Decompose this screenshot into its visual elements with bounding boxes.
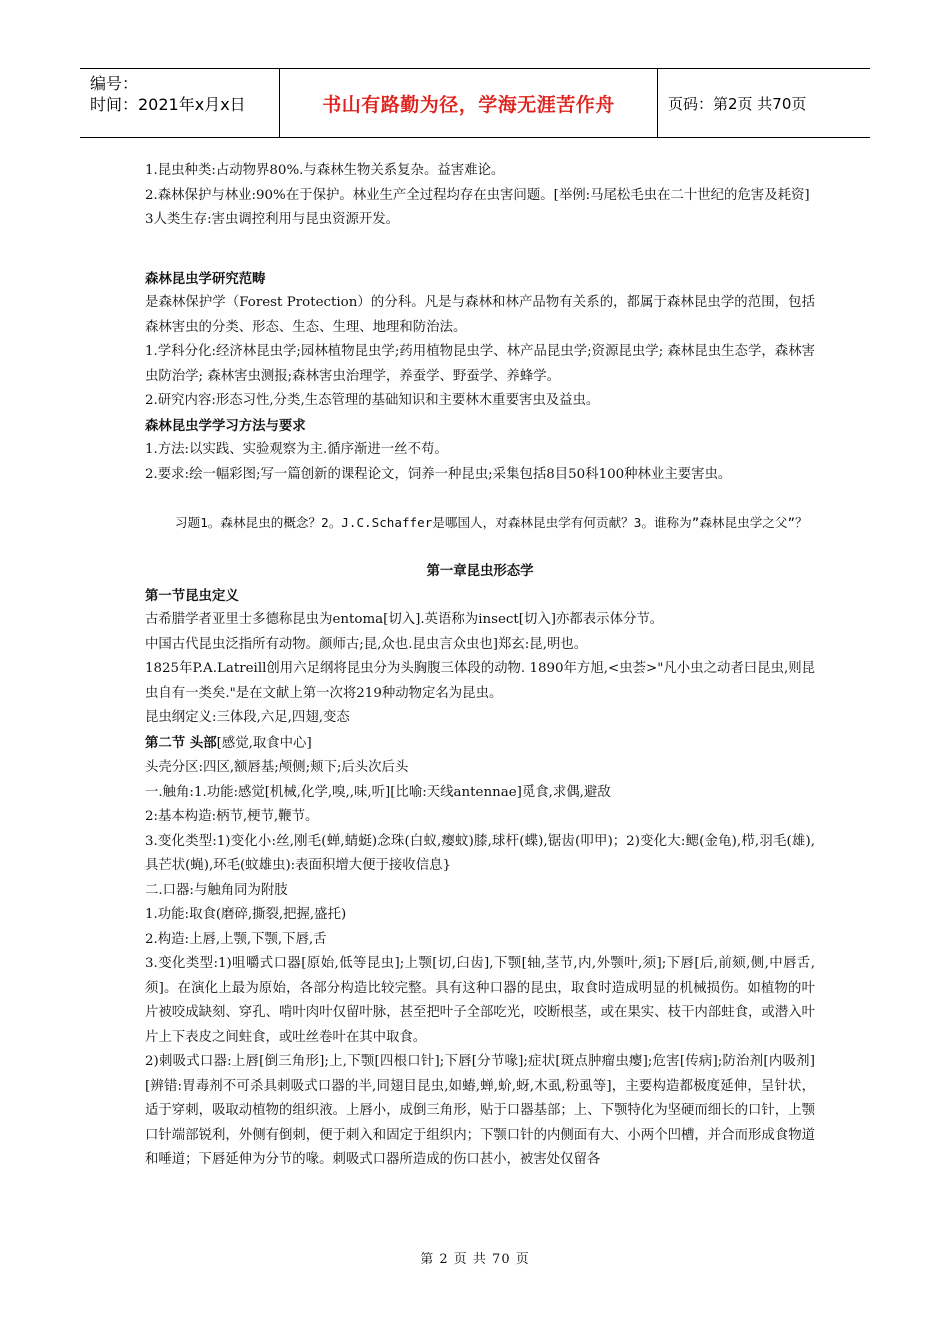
document-body: [145, 159, 815, 1173]
header-page-info: 页码：第2页 共70页: [668, 94, 807, 113]
paragraph: 中国古代昆虫泛指所有动物。颜师古;昆,众也.昆虫言众虫也]郑玄:昆,明也。: [145, 636, 588, 652]
paragraph: 2)刺吸式口器:上唇[倒三角形];上,下颚[四根口针];下唇[分节喙];症状[斑点肿瘤虫瘿];危害[传病];防治剂[内吸剂][辨错:胃毒剂不可杀具刺吸式口器的半,同翅目昆虫,如蝽,蝉,蚧,蚜,木虱,粉虱等]，主要构造都极度延伸，呈针状，适于穿刺，吸取动植物的组织液。上唇小，成倒三角形，贴于口器基部；上、下颚特化为坚硬而细长的口针，上颚口针端部锐利，外侧有倒刺，便于刺入和固定于组织内；下颚口针的内侧面有大、小两个凹槽，并合而形成食物道和唾道；下唇延伸为分节的喙。刺吸式口器所造成的伤口甚小，被害处仅留各: [145, 1054, 815, 1167]
paragraph: 2.要求:绘一幅彩图;写一篇创新的课程论文，饲养一种昆虫;采集包括8目50科100种林业主要害虫。: [145, 466, 732, 482]
paragraph: 头壳分区:四区,额唇基;颅侧;颊下;后头次后头: [145, 760, 409, 775]
chapter-title: 第一章昆虫形态学: [426, 563, 534, 579]
paragraph: 一.触角:1.功能:感觉[机械,化学,嗅,,味,听][比喻:天线antennae]觅食,求偶,避敌: [145, 784, 611, 800]
paragraph: 2.构造:上唇,上颚,下颚,下唇,舌: [145, 931, 327, 947]
document-number-label: 编号：: [90, 74, 139, 93]
header-motto: 书山有路勤为径，学海无涯苦作舟: [280, 69, 658, 137]
paragraph: 3.变化类型:1)咀嚼式口器[原始,低等昆虫];上颚[切,臼齿],下颚[轴,茎节,内,外颚叶,须];下唇[后,前颏,侧,中唇舌,须]。在演化上最为原始，各部分构造比较完整。具有这种口器的昆虫，取食时造成明显的机械损伤。如植物的叶片被咬成缺刻、穿孔、啃叶肉叶仅留叶脉，甚至把叶子全部吃光，咬断根茎，或在果实、枝干内部蛀食，或潜入叶片上下表皮之间蛀食，或吐丝卷叶在其中取食。: [145, 956, 815, 1045]
section-heading: 第一节昆虫定义: [145, 587, 239, 604]
page-header: [80, 68, 870, 138]
paragraph: 2.研究内容:形态习性,分类,生态管理的基础知识和主要林木重要害虫及益虫。: [145, 393, 600, 408]
section-heading: 森林昆虫学研究范畴: [145, 270, 266, 287]
paragraph: 昆虫纲定义:三体段,六足,四翅,变态: [145, 710, 350, 725]
paragraph: 3人类生存:害虫调控利用与昆虫资源开发。: [145, 212, 400, 227]
paragraph: 古希腊学者亚里士多德称昆虫为entoma[切入].英语称为insect[切入]亦都表示体分节。: [145, 612, 664, 627]
header-meta: [80, 69, 280, 137]
document-date: 时间：2021年x月x日: [90, 95, 246, 114]
exercise-questions: 习题1。森林昆虫的概念？2。J.C.Schaffer是哪国人，对森林昆虫学有何贡献？3。谁称为”森林昆虫学之父”？: [175, 515, 808, 530]
paragraph: 是森林保护学（Forest Protection）的分科。凡是与森林和林产品物有关系的，都属于森林昆虫学的范围，包括森林害虫的分类、形态、生态、生理、地理和防治法。: [145, 295, 815, 335]
paragraph: 二.口器:与触角同为附肢: [145, 882, 288, 898]
section-heading: 森林昆虫学学习方法与要求: [145, 417, 306, 434]
section-heading: 第二节 头部: [145, 734, 217, 751]
paragraph: 1.方法:以实践、实验观察为主.循序渐进一丝不苟。: [145, 442, 448, 457]
section-line: [145, 731, 815, 757]
paragraph: 1.功能:取食(磨碎,撕裂,把握,盛托): [145, 907, 347, 922]
section-subtitle: [感觉,取食中心]: [216, 735, 312, 751]
page-footer: 第 2 页 共 70 页: [420, 1252, 530, 1267]
paragraph: 2.森林保护与林业:90%在于保护。林业生产全过程均存在虫害问题。[举例:马尾松毛虫在二十世纪的危害及耗资]: [145, 187, 810, 203]
paragraph: 1825年P.A.Latreill创用六足纲将昆虫分为头胸腹三体段的动物. 1890年方旭,<虫荟>"凡小虫之动者曰昆虫,则昆虫自有一类矣."是在文献上第一次将219种动物定名为昆虫。: [145, 661, 815, 701]
paragraph: 1.学科分化:经济林昆虫学;园林植物昆虫学;药用植物昆虫学、林产品昆虫学;资源昆虫学; 森林昆虫生态学，森林害虫防治学; 森林害虫测报;森林害虫治理学，养蚕学、野蚕学、养蜂学。: [145, 344, 815, 384]
paragraph: 1.昆虫种类:占动物界80%.与森林生物关系复杂。益害难论。: [145, 163, 505, 178]
paragraph: 3.变化类型:1)变化小:丝,刚毛(蝉,蜻蜓)念珠(白蚁,瘿蚊)膝,球杆(蝶),锯齿(叩甲)；2)变化大:鳃(金龟),栉,羽毛(雄),具芒状(蝇),环毛(蚊雄虫):表面积增大便于接收信息}: [145, 833, 815, 873]
paragraph: 2:基本构造:柄节,梗节,鞭节。: [145, 809, 319, 824]
